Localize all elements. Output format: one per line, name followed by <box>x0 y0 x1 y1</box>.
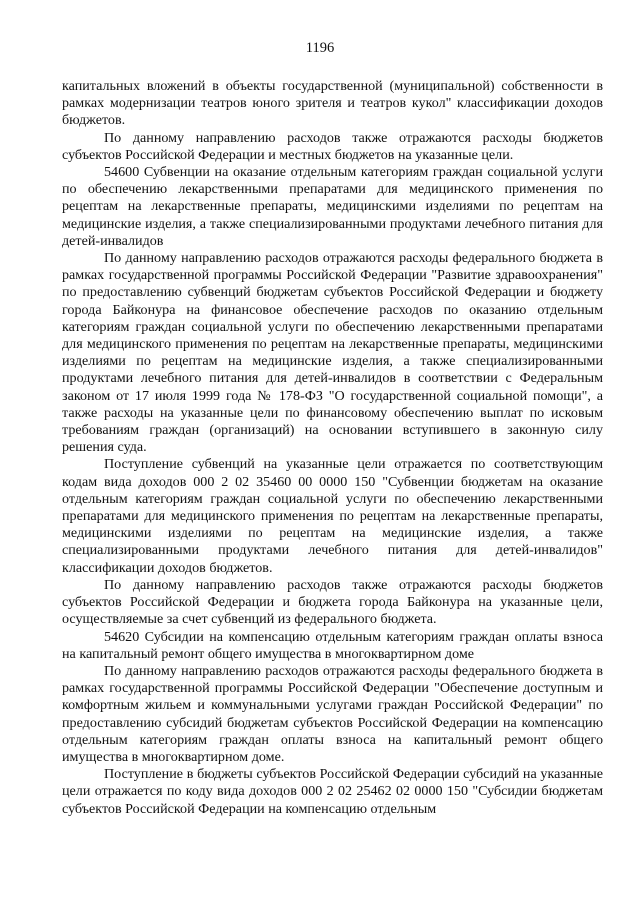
document-body <box>62 78 603 818</box>
paragraph-54620-revenue: Поступление в бюджеты субъектов Российской Федерации субсидий на указанные цели отражается по коду вида доходов 000 2 02 25462 02 0000 150 "Субсидии бюджетам субъектов Российской Федерации на компенсацию отдельным <box>62 766 603 817</box>
paragraph-54620-expenses: По данному направлению расходов отражаются расходы федерального бюджета в рамках государственной программы Российской Федерации "Обеспечение доступным и комфортным жильем и коммунальными услугами граждан Российской Федерации" по предоставлению субсидий бюджетам субъектов Российской Федерации на компенсацию отдельным категориям граждан оплаты взноса на капитальный ремонт общего имущества в многоквартирном доме. <box>62 662 603 765</box>
paragraph-54600-expenses: По данному направлению расходов отражаются расходы федерального бюджета в рамках государственной программы Российской Федерации "Развитие здравоохранения" по предоставлению субвенций бюджетам субъектов Российской Федерации и бюджету города Байконура на финансовое обеспечение расходов по оказанию отдельным категориям граждан социальной услуги по обеспечению лекарственными препаратами для медицинского применения по рецептам на лекарственные препараты, медицинскими изделиями по рецептам на медицинские изделия, а также специализированными продуктами лечебного питания для детей-инвалидов в соответствии с Федеральным законом от 17 июля 1999 года № 178-ФЗ "О государственной социальной помощи", а также расходы на указанные цели по финансовому обеспечению выплат по исковым требованиям граждан (организаций) на основании вступившего в законную силу решения суда. <box>62 250 603 456</box>
page-number: 1196 <box>305 40 335 56</box>
paragraph-54600-revenue: Поступление субвенций на указанные цели отражается по соответствующим кодам вида доходов 000 2 02 35460 00 0000 150 "Субвенции бюджетам на оказание отдельным категориям граждан социальной услуги по обеспечению лекарственными препаратами для медицинского применения по рецептам на лекарственные препараты, медицинскими изделиями по рецептам на медицинские изделия, а также специализированными продуктами лечебного питания для детей-инвалидов" классификации доходов бюджетов. <box>62 456 603 576</box>
paragraph-54620-heading: 54620 Субсидии на компенсацию отдельным категориям граждан оплаты взноса на капитальный ремонт общего имущества в многоквартирном доме <box>62 628 603 662</box>
paragraph-also-reflected: По данному направлению расходов также отражаются расходы бюджетов субъектов Российской Федерации и местных бюджетов на указанные цели. <box>62 129 603 163</box>
paragraph-continuation: капитальных вложений в объекты государственной (муниципальной) собственности в рамках модернизации театров юного зрителя и театров кукол" классификации доходов бюджетов. <box>62 78 603 129</box>
paragraph-54600-heading: 54600 Субвенции на оказание отдельным категориям граждан социальной услуги по обеспечению лекарственными препаратами для медицинского применения по рецептам на лекарственные препараты, медицинскими изделиями по рецептам на медицинские изделия, а также специализированными продуктами лечебного питания для детей-инвалидов <box>62 164 603 249</box>
paragraph-54600-also: По данному направлению расходов также отражаются расходы бюджетов субъектов Российской Федерации и бюджета города Байконура на указанные цели, осуществляемые за счет субвенций из федерального бюджета. <box>62 576 603 628</box>
